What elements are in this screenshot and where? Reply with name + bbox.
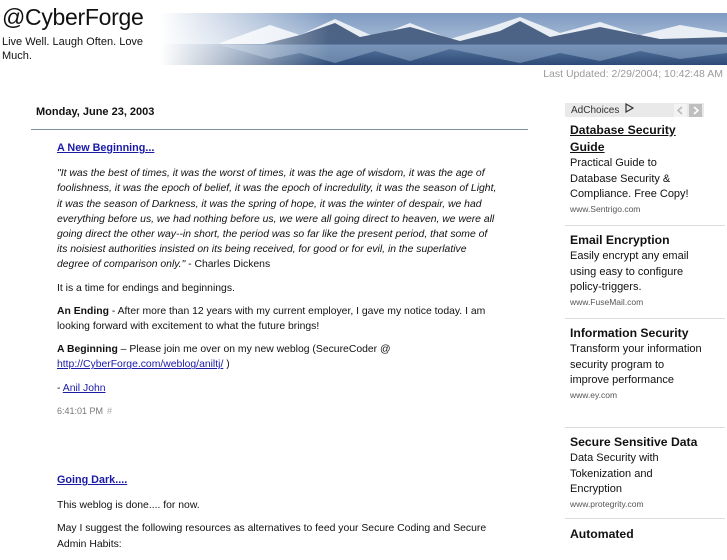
weblog-link[interactable]: http://CyberForge.com/weblog/aniltj/ [57, 359, 224, 371]
mountain-lake-image [160, 13, 727, 65]
ad-automated[interactable] [570, 526, 706, 543]
ad-title[interactable]: Automated [570, 527, 634, 541]
divider [565, 518, 725, 519]
ad-title[interactable]: Database Security Guide [570, 123, 676, 154]
ad-url[interactable]: www.FuseMail.com [570, 296, 644, 307]
ad-url[interactable]: www.Sentrigo.com [570, 203, 641, 214]
tagline: Live Well. Laugh Often. Love Much. [2, 36, 144, 62]
ad-description: Easily encrypt any email using easy to configure policy-triggers. [570, 250, 689, 293]
ending-text: - After more than 12 years with my current employer, I gave my notice today. I am looking forward with excitement to what the future brings! [57, 305, 486, 333]
permalink[interactable]: # [107, 405, 113, 416]
site-title[interactable]: @CyberForge [2, 4, 144, 30]
ad-description: Practical Guide to Database Security & Compliance. Free Copy! [570, 157, 689, 200]
post-new-beginning [57, 141, 497, 427]
ad-url[interactable]: www.ey.com [570, 389, 618, 400]
banner-image [160, 13, 727, 65]
beginning-label: A Beginning [57, 344, 118, 356]
ad-title[interactable]: Email Encryption [570, 233, 670, 247]
paragraph: May I suggest the following resources as alternatives to feed your Secure Coding and Secure Admin Habits: [57, 523, 487, 550]
last-updated: Last Updated: 2/29/2004; 10:42:48 AM [543, 68, 723, 80]
quote-attribution: - Charles Dickens [185, 259, 271, 271]
post-title-link[interactable]: Going Dark.... [57, 474, 128, 486]
ad-information-security[interactable] [570, 325, 706, 401]
chevron-right-icon[interactable] [689, 104, 702, 117]
divider [31, 129, 528, 130]
chevron-left-icon[interactable] [674, 104, 687, 117]
author-prefix: - [57, 382, 63, 394]
post-going-dark [57, 473, 497, 560]
author-link[interactable]: Anil John [62, 382, 106, 394]
ad-url[interactable]: www.protegrity.com [570, 498, 644, 509]
ad-email-encryption[interactable] [570, 232, 706, 308]
beginning-text: – Please join me over on my new weblog (SecureCoder @ [117, 344, 391, 356]
ad-description: Transform your information security program to improve performance [570, 343, 702, 386]
post-timestamp: 6:41:01 PM [57, 405, 104, 416]
divider [565, 318, 725, 319]
ad-description: Data Security with Tokenization and Encryption [570, 452, 659, 495]
ad-secure-sensitive-data[interactable] [570, 434, 727, 510]
ad-title[interactable]: Secure Sensitive Data [570, 435, 698, 449]
dickens-quote: "It was the best of times, it was the worst of times, it was the age of wisdom, it was the age of foolishness, it was the epoch of belief, it was the epoch of incredulity, it was the season of Light, it was the season of Darkness, it was the spring of hope, it was the winter of despair, we had everything before us, we had nothing before us, we were all going direct to heaven, we were all going direct the other way--in short, the period was so far like the present period, that some of its noisiest authorities insisted on its being received, for good or for evil, in the superlative degree of comparison only." [57, 168, 497, 271]
date-header: Monday, June 23, 2003 [36, 106, 155, 118]
paragraph: This weblog is done.... for now. [57, 500, 200, 512]
ad-database-security[interactable] [570, 122, 706, 215]
divider [565, 427, 725, 428]
ending-label: An Ending [57, 305, 109, 317]
ad-title[interactable]: Information Security [570, 326, 689, 340]
header [0, 0, 727, 80]
divider [565, 225, 725, 226]
post-title-link[interactable]: A New Beginning... [57, 142, 155, 154]
adchoices-label: AdChoices [571, 105, 620, 116]
beginning-close: ) [223, 359, 230, 371]
adchoices-icon [624, 103, 634, 118]
paragraph: It is a time for endings and beginnings. [57, 282, 235, 294]
